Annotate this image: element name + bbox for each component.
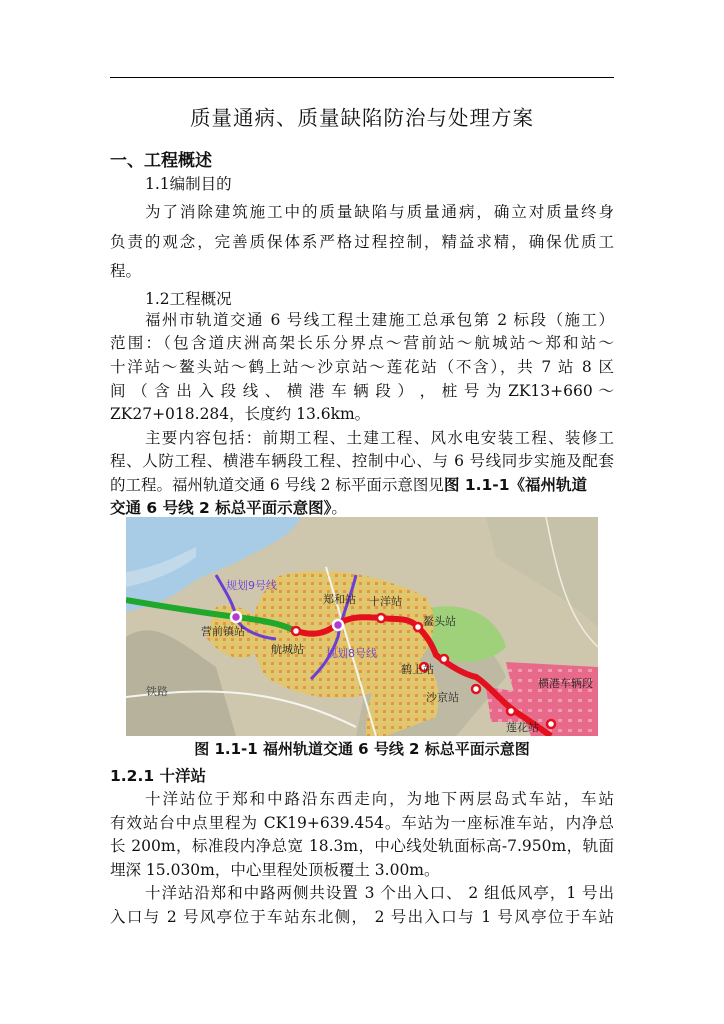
plan-line-8-label: 规划8号线 <box>326 647 377 660</box>
paragraph-line: 长 200m，标准段内净总宽 18.3m，中心线处轨面标高-7.950m，轨面 <box>110 837 614 855</box>
paragraph-line: 为了消除建筑施工中的质量缺陷与质量通病，确立对质量终身 <box>145 203 614 221</box>
paragraph-text: 的工程。福州轨道交通 6 号线 2 标平面示意图见 <box>110 476 444 494</box>
subsection-heading: 1.1编制目的 <box>145 175 232 193</box>
paragraph-text: 。 <box>331 499 347 517</box>
paragraph-line: 埋深 15.030m，中心里程处顶板覆土 3.00m。 <box>110 861 440 879</box>
railway-label: 铁路 <box>146 685 168 698</box>
figure-caption: 图 1.1-1 福州轨道交通 6 号线 2 标总平面示意图 <box>194 740 530 758</box>
station-label-yingqian: 营前镇站 <box>201 625 245 638</box>
figure-reference: 交通 6 号线 2 标总平面示意图》 <box>110 499 332 517</box>
station-label-shiyang: 十洋站 <box>369 595 402 608</box>
station-marker-aotou <box>414 623 422 631</box>
depot-label: 横港车辆段 <box>538 677 593 690</box>
station-label-zhenghe: 郑和站 <box>323 593 356 606</box>
station-marker <box>440 655 448 663</box>
station-marker <box>292 627 300 635</box>
paragraph-line: 程、人防工程、横港车辆段工程、控制中心、与 6 号线同步实施及配套 <box>110 452 614 470</box>
paragraph-line: 福州市轨道交通 6 号线工程土建施工总承包第 2 标段（施工） <box>145 311 614 329</box>
paragraph-line <box>110 473 614 497</box>
station-marker-yingqian <box>231 612 241 622</box>
station-marker <box>507 707 515 715</box>
figure-reference: 图 1.1-1《福州轨道 <box>443 476 588 494</box>
paragraph-line: ZK27+018.284，长度约 13.6km。 <box>110 405 371 423</box>
section-heading: 一、工程概述 <box>110 151 212 171</box>
paragraph-line: 入口与 2 号风亭位于车站东北侧， 2 号出入口与 1 号风亭位于车站 <box>110 908 614 926</box>
subsection-heading: 1.2工程概况 <box>145 290 232 308</box>
plan-line-9-label: 规划9号线 <box>226 579 277 592</box>
station-label-heshang: 鹤上站 <box>401 663 434 676</box>
page-title: 质量通病、质量缺陷防治与处理方案 <box>190 106 534 130</box>
station-marker-zhenghe <box>333 620 343 630</box>
route-map-figure <box>126 517 598 736</box>
header-rule <box>110 77 614 78</box>
station-label-shajing: 沙京站 <box>426 691 459 704</box>
paragraph-line: 有效站台中点里程为 CK19+639.454。车站为一座标准车站，内净总 <box>110 814 614 832</box>
station-marker-shajing <box>472 685 480 693</box>
paragraph-line: 程。 <box>110 262 142 280</box>
station-label-lianhua: 莲花站 <box>506 721 539 734</box>
station-label-aotou: 鳌头站 <box>423 615 456 628</box>
paragraph-line: 主要内容包括：前期工程、土建工程、风水电安装工程、装修工 <box>145 429 614 447</box>
station-marker-shiyang <box>377 614 385 622</box>
paragraph-line: 十洋站沿郑和中路两侧共设置 3 个出入口、 2 组低风亭，1 号出 <box>145 884 614 902</box>
paragraph-line: 间 （ 含 出 入 段 线 、 横 港 车 辆 段 ） ， 桩 号 为 ZK13+660 ～ <box>110 382 614 400</box>
paragraph-line: 十洋站位于郑和中路沿东西走向，为地下两层岛式车站，车站 <box>145 790 614 808</box>
route-map <box>126 517 598 736</box>
subsection-heading: 1.2.1 十洋站 <box>110 767 207 785</box>
paragraph-line: 十洋站～鳌头站～鹤上站～沙京站～莲花站（不含），共 7 站 8 区 <box>110 358 614 376</box>
paragraph-line: 范围：（包含道庆洲高架长乐分界点～营前站～航城站～郑和站～ <box>110 334 614 352</box>
station-label-hangcheng: 航城站 <box>271 643 304 656</box>
station-marker-lianhua <box>547 720 555 728</box>
paragraph-line: 负责的观念，完善质保体系严格过程控制，精益求精，确保优质工 <box>110 233 614 251</box>
